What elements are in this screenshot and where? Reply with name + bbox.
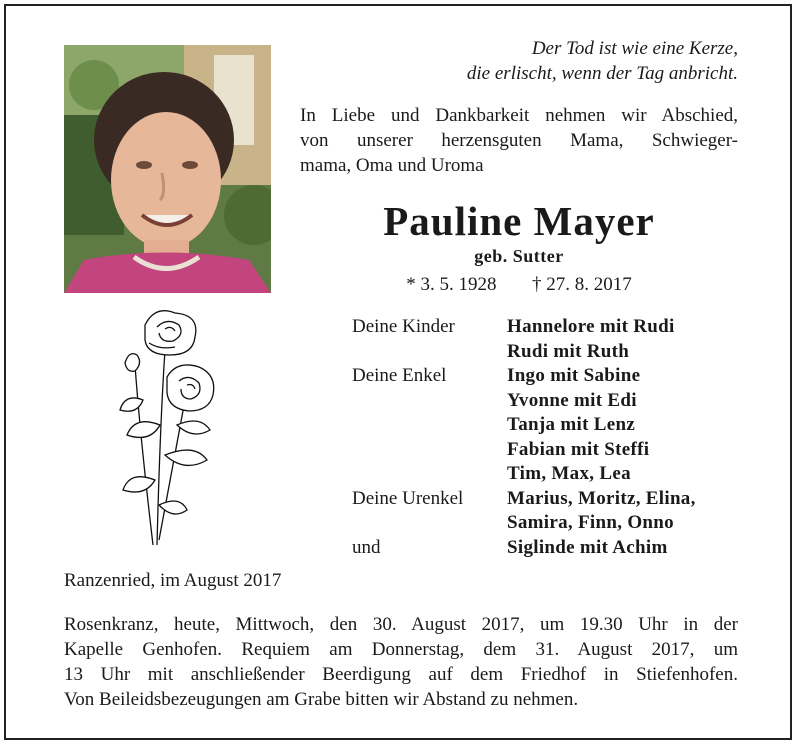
relatives-row (352, 536, 696, 561)
relatives-label (352, 389, 507, 414)
relatives-row (352, 413, 696, 438)
relatives-row (352, 462, 696, 487)
intro-text (300, 103, 738, 178)
relatives-label: Deine Kinder (352, 316, 455, 337)
relatives-label: und (352, 536, 381, 558)
intro-line: In Liebe und Dankbarkeit nehmen wir Abschied, (300, 105, 738, 126)
relatives-names: Samira, Finn, Onno (507, 512, 674, 533)
relatives-names: Rudi mit Ruth (507, 340, 630, 362)
relatives-names: Tanja mit Lenz (507, 414, 636, 435)
relatives-names: Tim, Max, Lea (507, 463, 631, 484)
service-info (64, 612, 738, 712)
relatives-row (352, 438, 696, 463)
life-dates (300, 272, 738, 297)
relatives-names: Marius, Moritz, Elina, (507, 487, 696, 509)
relatives-list (352, 315, 696, 560)
relatives-row (352, 364, 696, 389)
quote (467, 36, 738, 86)
relatives-names: Siglinde mit Achim (507, 536, 668, 558)
info-line: Kapelle Genhofen. Requiem am Donnerstag, dem 31. August 2017, um (64, 639, 738, 660)
relatives-label (352, 511, 507, 536)
quote-line: Der Tod ist wie eine Kerze, (531, 38, 738, 59)
relatives-row (352, 511, 696, 536)
relatives-names: Ingo mit Sabine (507, 365, 641, 386)
relatives-row (352, 389, 696, 414)
deceased-name: Pauline Mayer (383, 198, 655, 244)
info-line: Rosenkranz, heute, Mittwoch, den 30. August 2017, um 19.30 Uhr in der (64, 614, 738, 635)
cross-icon: † (532, 274, 542, 295)
info-line: 13 Uhr mit anschließender Beerdigung auf dem Friedhof in Stiefenhofen. (64, 664, 738, 685)
intro-line: von unserer herzensguten Mama, Schwieger- (300, 130, 738, 151)
quote-line: die erlischt, wenn der Tag anbricht. (466, 63, 738, 84)
death-date: 27. 8. 2017 (546, 274, 632, 295)
relatives-label: Deine Enkel (352, 365, 447, 386)
relatives-row (352, 487, 696, 512)
relatives-label (352, 413, 507, 438)
relatives-names: Fabian mit Steffi (507, 438, 650, 460)
relatives-label: Deine Urenkel (352, 487, 464, 509)
portrait-photo (64, 45, 271, 293)
relatives-row (352, 340, 696, 365)
info-line: Von Beileidsbezeugungen am Grabe bitten wir Abstand zu nehmen. (64, 689, 579, 710)
birth-date: 3. 5. 1928 (420, 274, 497, 295)
star-icon: * (406, 274, 416, 295)
place-date: Ranzenried, im August 2017 (64, 570, 282, 591)
relatives-label (352, 462, 507, 487)
relatives-names: Hannelore mit Rudi (507, 316, 675, 337)
birth-name: geb. Sutter (474, 246, 564, 266)
intro-line: mama, Oma und Uroma (300, 155, 484, 176)
rose-illustration (115, 305, 225, 555)
relatives-label (352, 340, 507, 365)
relatives-label (352, 438, 507, 463)
relatives-row (352, 315, 696, 340)
relatives-names: Yvonne mit Edi (507, 389, 637, 411)
